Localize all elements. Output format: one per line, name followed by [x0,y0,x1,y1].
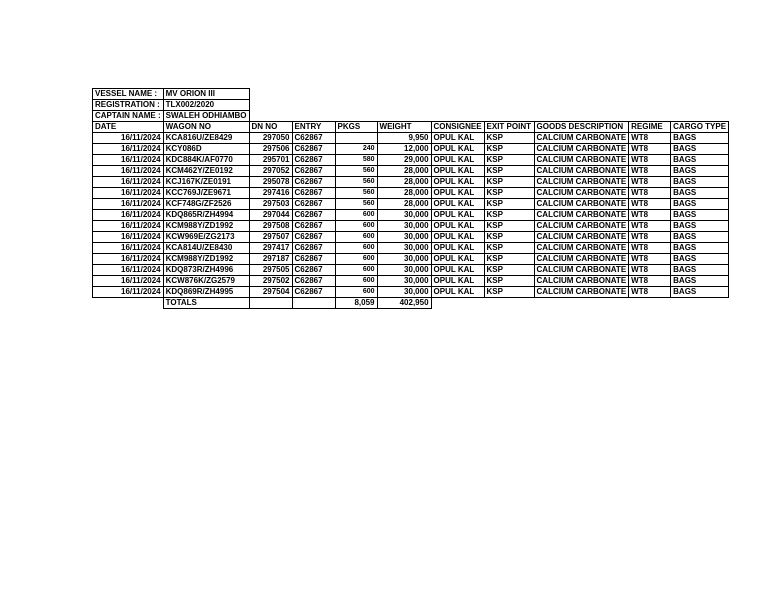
goods-description-cell: CALCIUM CARBONATE [534,287,629,298]
date-cell: 16/11/2024 [93,254,164,265]
dn-no-cell: 297417 [249,243,292,254]
date-cell: 16/11/2024 [93,133,164,144]
entry-cell: C62867 [292,133,335,144]
consignee-cell: OPUL KAL [431,166,484,177]
dn-no-cell: 297508 [249,221,292,232]
weight-cell: 30,000 [377,232,431,243]
wagon-no-cell: KCM988Y/ZD1992 [163,254,249,265]
exit-point-cell: KSP [484,188,534,199]
goods-description-cell: CALCIUM CARBONATE [534,199,629,210]
registration-value: TLX002/2020 [163,100,249,111]
consignee-cell: OPUL KAL [431,177,484,188]
dn-no-cell: 297050 [249,133,292,144]
exit-point-cell: KSP [484,177,534,188]
weight-cell: 28,000 [377,166,431,177]
exit-point-cell: KSP [484,276,534,287]
entry-cell: C62867 [292,177,335,188]
col-date: DATE [93,122,164,133]
wagon-no-cell: KDQ865R/ZH4994 [163,210,249,221]
table-row [93,243,729,254]
table-row [93,166,729,177]
entry-cell: C62867 [292,276,335,287]
entry-cell: C62867 [292,199,335,210]
totals-row [93,298,729,309]
pkgs-cell: 560 [335,188,377,199]
table-row [93,232,729,243]
dn-no-cell: 297416 [249,188,292,199]
exit-point-cell: KSP [484,287,534,298]
manifest-sheet [92,88,729,309]
weight-cell: 28,000 [377,199,431,210]
goods-description-cell: CALCIUM CARBONATE [534,265,629,276]
dn-no-cell: 297505 [249,265,292,276]
table-row [93,265,729,276]
vessel-name-label: VESSEL NAME : [93,89,164,100]
dn-no-cell: 297504 [249,287,292,298]
date-cell: 16/11/2024 [93,265,164,276]
table-row [93,221,729,232]
goods-description-cell: CALCIUM CARBONATE [534,210,629,221]
cargo-type-cell: BAGS [671,221,729,232]
weight-cell: 30,000 [377,210,431,221]
col-regime: REGIME [629,122,671,133]
date-cell: 16/11/2024 [93,188,164,199]
cargo-type-cell: BAGS [671,232,729,243]
exit-point-cell: KSP [484,254,534,265]
pkgs-cell: 600 [335,210,377,221]
date-cell: 16/11/2024 [93,144,164,155]
goods-description-cell: CALCIUM CARBONATE [534,166,629,177]
exit-point-cell: KSP [484,232,534,243]
weight-cell: 30,000 [377,287,431,298]
table-row [93,254,729,265]
date-cell: 16/11/2024 [93,287,164,298]
dn-no-cell: 297187 [249,254,292,265]
consignee-cell: OPUL KAL [431,243,484,254]
vessel-name-value: MV ORION III [163,89,249,100]
weight-cell: 30,000 [377,221,431,232]
pkgs-cell [335,133,377,144]
dn-no-cell: 295078 [249,177,292,188]
wagon-no-cell: KDC884K/AF0770 [163,155,249,166]
col-entry: ENTRY [292,122,335,133]
pkgs-cell: 560 [335,166,377,177]
date-cell: 16/11/2024 [93,199,164,210]
pkgs-cell: 600 [335,265,377,276]
dn-no-cell: 295701 [249,155,292,166]
col-pkgs: PKGS [335,122,377,133]
exit-point-cell: KSP [484,221,534,232]
pkgs-cell: 600 [335,243,377,254]
col-dn-no: DN NO [249,122,292,133]
wagon-no-cell: KCF748G/ZF2526 [163,199,249,210]
cargo-type-cell: BAGS [671,166,729,177]
goods-description-cell: CALCIUM CARBONATE [534,232,629,243]
weight-cell: 28,000 [377,188,431,199]
dn-no-cell: 297502 [249,276,292,287]
exit-point-cell: KSP [484,265,534,276]
date-cell: 16/11/2024 [93,177,164,188]
consignee-cell: OPUL KAL [431,287,484,298]
regime-cell: WT8 [629,188,671,199]
date-cell: 16/11/2024 [93,243,164,254]
wagon-no-cell: KCM988Y/ZD1992 [163,221,249,232]
wagon-no-cell: KCY086D [163,144,249,155]
totals-empty-dn [249,298,292,309]
manifest-table [92,88,729,309]
consignee-cell: OPUL KAL [431,210,484,221]
entry-cell: C62867 [292,188,335,199]
entry-cell: C62867 [292,254,335,265]
captain-label: CAPTAIN NAME : [93,111,164,122]
totals-pkgs: 8,059 [335,298,377,309]
exit-point-cell: KSP [484,155,534,166]
weight-cell: 30,000 [377,265,431,276]
cargo-type-cell: BAGS [671,210,729,221]
weight-cell: 30,000 [377,276,431,287]
consignee-cell: OPUL KAL [431,254,484,265]
table-row [93,155,729,166]
regime-cell: WT8 [629,155,671,166]
goods-description-cell: CALCIUM CARBONATE [534,221,629,232]
cargo-type-cell: BAGS [671,254,729,265]
table-row [93,188,729,199]
registration-label: REGISTRATION : [93,100,164,111]
pkgs-cell: 600 [335,221,377,232]
weight-cell: 30,000 [377,254,431,265]
wagon-no-cell: KCW969E/ZG2173 [163,232,249,243]
wagon-no-cell: KCA816U/ZE8429 [163,133,249,144]
date-cell: 16/11/2024 [93,232,164,243]
date-cell: 16/11/2024 [93,155,164,166]
goods-description-cell: CALCIUM CARBONATE [534,155,629,166]
dn-no-cell: 297507 [249,232,292,243]
weight-cell: 30,000 [377,243,431,254]
col-wagon-no: WAGON NO [163,122,249,133]
wagon-no-cell: KDQ869R/ZH4995 [163,287,249,298]
weight-cell: 12,000 [377,144,431,155]
wagon-no-cell: KCM462Y/ZE0192 [163,166,249,177]
pkgs-cell: 560 [335,177,377,188]
pkgs-cell: 600 [335,232,377,243]
dn-no-cell: 297506 [249,144,292,155]
table-row [93,177,729,188]
exit-point-cell: KSP [484,166,534,177]
goods-description-cell: CALCIUM CARBONATE [534,254,629,265]
regime-cell: WT8 [629,221,671,232]
wagon-no-cell: KDQ873R/ZH4996 [163,265,249,276]
table-row [93,199,729,210]
pkgs-cell: 600 [335,287,377,298]
pkgs-cell: 600 [335,276,377,287]
entry-cell: C62867 [292,210,335,221]
consignee-cell: OPUL KAL [431,265,484,276]
regime-cell: WT8 [629,210,671,221]
table-row [93,287,729,298]
goods-description-cell: CALCIUM CARBONATE [534,276,629,287]
entry-cell: C62867 [292,243,335,254]
dn-no-cell: 297044 [249,210,292,221]
consignee-cell: OPUL KAL [431,188,484,199]
goods-description-cell: CALCIUM CARBONATE [534,144,629,155]
consignee-cell: OPUL KAL [431,155,484,166]
entry-cell: C62867 [292,166,335,177]
totals-label: TOTALS [163,298,249,309]
wagon-no-cell: KCC769J/ZE9671 [163,188,249,199]
cargo-type-cell: BAGS [671,177,729,188]
date-cell: 16/11/2024 [93,166,164,177]
consignee-cell: OPUL KAL [431,221,484,232]
dn-no-cell: 297052 [249,166,292,177]
entry-cell: C62867 [292,287,335,298]
entry-cell: C62867 [292,265,335,276]
cargo-type-cell: BAGS [671,243,729,254]
cargo-type-cell: BAGS [671,144,729,155]
regime-cell: WT8 [629,232,671,243]
pkgs-cell: 560 [335,199,377,210]
regime-cell: WT8 [629,177,671,188]
goods-description-cell: CALCIUM CARBONATE [534,133,629,144]
regime-cell: WT8 [629,254,671,265]
cargo-type-cell: BAGS [671,155,729,166]
col-goods-description: GOODS DESCRIPTION [534,122,629,133]
exit-point-cell: KSP [484,199,534,210]
pkgs-cell: 240 [335,144,377,155]
consignee-cell: OPUL KAL [431,144,484,155]
captain-row [93,111,729,122]
entry-cell: C62867 [292,144,335,155]
cargo-type-cell: BAGS [671,287,729,298]
regime-cell: WT8 [629,166,671,177]
col-cargo-type: CARGO TYPE [671,122,729,133]
cargo-type-cell: BAGS [671,133,729,144]
table-row [93,210,729,221]
dn-no-cell: 297503 [249,199,292,210]
regime-cell: WT8 [629,144,671,155]
regime-cell: WT8 [629,133,671,144]
exit-point-cell: KSP [484,243,534,254]
col-weight: WEIGHT [377,122,431,133]
cargo-type-cell: BAGS [671,276,729,287]
col-exit-point: EXIT POINT [484,122,534,133]
cargo-type-cell: BAGS [671,188,729,199]
consignee-cell: OPUL KAL [431,232,484,243]
exit-point-cell: KSP [484,133,534,144]
table-row [93,133,729,144]
goods-description-cell: CALCIUM CARBONATE [534,188,629,199]
totals-empty-entry [292,298,335,309]
pkgs-cell: 600 [335,254,377,265]
regime-cell: WT8 [629,265,671,276]
consignee-cell: OPUL KAL [431,276,484,287]
consignee-cell: OPUL KAL [431,199,484,210]
captain-value: SWALEH ODHIAMBO [163,111,249,122]
goods-description-cell: CALCIUM CARBONATE [534,177,629,188]
regime-cell: WT8 [629,287,671,298]
consignee-cell: OPUL KAL [431,133,484,144]
wagon-no-cell: KCJ167K/ZE0191 [163,177,249,188]
goods-description-cell: CALCIUM CARBONATE [534,243,629,254]
regime-cell: WT8 [629,199,671,210]
date-cell: 16/11/2024 [93,221,164,232]
weight-cell: 28,000 [377,177,431,188]
exit-point-cell: KSP [484,210,534,221]
cargo-type-cell: BAGS [671,199,729,210]
exit-point-cell: KSP [484,144,534,155]
totals-weight: 402,950 [377,298,431,309]
entry-cell: C62867 [292,221,335,232]
entry-cell: C62867 [292,155,335,166]
cargo-type-cell: BAGS [671,265,729,276]
totals-spacer [93,298,164,309]
pkgs-cell: 580 [335,155,377,166]
column-header-row [93,122,729,133]
date-cell: 16/11/2024 [93,276,164,287]
registration-row [93,100,729,111]
table-row [93,144,729,155]
vessel-name-row [93,89,729,100]
regime-cell: WT8 [629,276,671,287]
wagon-no-cell: KCW876K/ZG2579 [163,276,249,287]
weight-cell: 9,950 [377,133,431,144]
col-consignee: CONSIGNEE [431,122,484,133]
table-row [93,276,729,287]
weight-cell: 29,000 [377,155,431,166]
date-cell: 16/11/2024 [93,210,164,221]
regime-cell: WT8 [629,243,671,254]
entry-cell: C62867 [292,232,335,243]
wagon-no-cell: KCA814U/ZE8430 [163,243,249,254]
